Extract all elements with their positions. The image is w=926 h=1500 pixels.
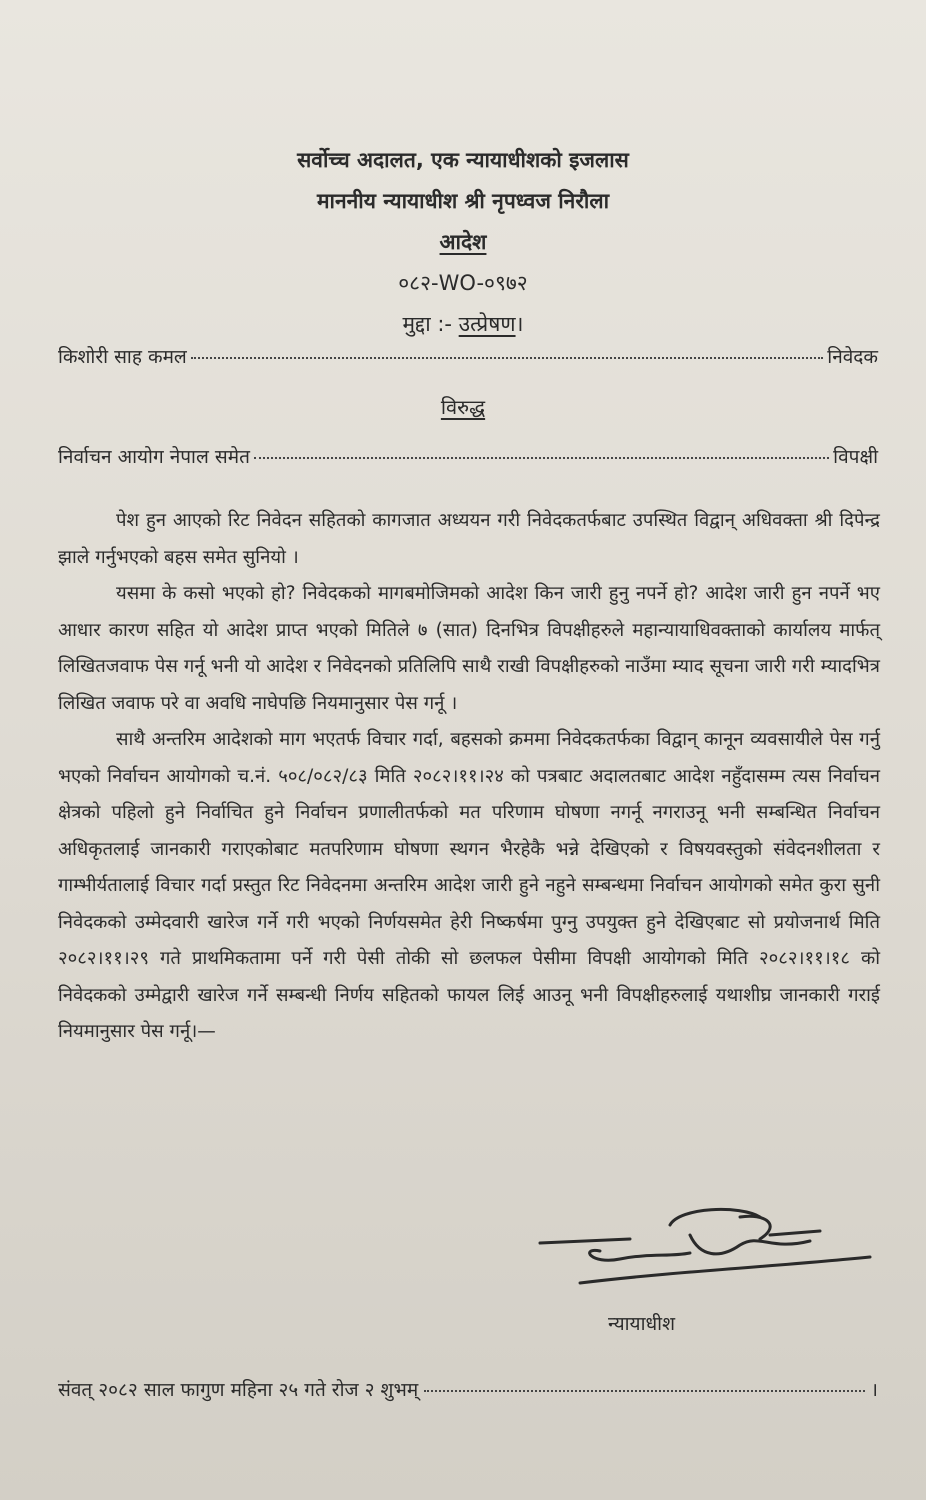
order-title-text: आदेश (439, 230, 487, 254)
court-heading: सर्वोच्च अदालत, एक न्यायाधीशको इजलास (297, 148, 629, 172)
judge-signature (520, 1195, 880, 1305)
order-body (58, 503, 880, 1051)
subject-label: मुद्दा :- (402, 312, 452, 336)
order-title (0, 222, 926, 263)
petitioner-name: किशोरी साह कमल (58, 346, 187, 368)
paragraph-hearing: पेश हुन आएको रिट निवेदन सहितको कागजात अध्ययन गरी निवेदकतर्फबाट उपस्थित विद्वान् अधिवक्ता श्री दिपेन्द्र झाले गर्नुभएको बहस समेत सुनियो । (58, 510, 880, 568)
versus-text: विरुद्ध (440, 395, 486, 419)
dotted-leader (191, 357, 823, 359)
case-number: ०८२-WO-०९७२ (398, 271, 528, 295)
respondent-role: विपक्षी (833, 446, 878, 468)
petitioner-role: निवेदक (827, 346, 878, 368)
versus-heading (0, 393, 926, 420)
respondent-name: निर्वाचन आयोग नेपाल समेत (58, 446, 250, 468)
subject-value: उत्प्रेषण (458, 312, 516, 336)
judge-heading: माननीय न्यायाधीश श्री नृपध्वज निरौला (316, 189, 610, 213)
date-line (58, 1376, 878, 1402)
paragraph-interim-order: साथै अन्तरिम आदेशको माग भएतर्फ विचार गर्दा, बहसको क्रममा निवेदकतर्फका विद्वान् कानून व्यवसायीले पेस गर्नु भएको निर्वाचन आयोगको च.नं. ५०८/०८२/८३ मिति २०८२।११।२४ को पत्रबाट अदालतबाट आदेश नहुँदासम्म त्यस निर्वाचन क्षेत्रको पहिलो हुने निर्वाचित हुने निर्वाचन प्रणालीतर्फको मत परिणाम घोषणा नगर्नू नगराउनू भनी सम्बन्धित निर्वाचन अधिकृतलाई जानकारी गराएकोबाट मतपरिणाम घोषणा स्थगन भैरहेकै भन्ने देखिएको र विषयवस्तुको संवेदनशीलता र गाम्भीर्यतालाई विचार गर्दा प्रस्तुत रिट निवेदनमा अन्तरिम आदेश जारी हुने नहुने सम्बन्धमा निर्वाचन आयोगको समेत कुरा सुनी निवेदकको उम्मेदवारी खारेज गर्ने गरी भएको निर्णयसमेत हेरी निष्कर्षमा पुग्नु उपयुक्त हुने देखिएबाट सो प्रयोजनार्थ मिति २०८२।११।२९ गते प्राथमिकतामा पर्ने गरी पेसी तोकी सो छलफल पेसीमा विपक्षी आयोगको मिति २०८२।११।१८ को निवेदकको उम्मेद्वारी खारेज गर्ने सम्बन्धी निर्णय सहितको फायल लिई आउनू भनी विपक्षीहरुलाई यथाशीघ्र जानकारी गराई नियमानुसार पेस गर्नू।— (58, 729, 880, 1042)
case-subject (0, 304, 926, 345)
date-text: संवत् २०८२ साल फागुण महिना २५ गते रोज २ शुभम् (58, 1379, 419, 1401)
subject-end: । (515, 312, 524, 336)
date-end-mark: । (870, 1379, 878, 1401)
dotted-leader (424, 1390, 865, 1392)
signatory-title: न्यायाधीश (608, 1313, 676, 1335)
petitioner-line (58, 343, 878, 369)
dotted-leader (254, 457, 829, 459)
document-header (0, 140, 926, 345)
respondent-line (58, 443, 878, 469)
paragraph-show-cause: यसमा के कसो भएको हो? निवेदकको मागबमोजिमको आदेश किन जारी हुनु नपर्ने हो? आदेश जारी हुन नपर्ने भए आधार कारण सहित यो आदेश प्राप्त भएको मितिले ७ (सात) दिनभित्र विपक्षीहरुले महान्यायाधिवक्ताको कार्यालय मार्फत् लिखितजवाफ पेस गर्नू भनी यो आदेश र निवेदनको प्रतिलिपि साथै राखी विपक्षीहरुको नाउँमा म्याद सूचना जारी गरी म्यादभित्र लिखित जवाफ परे वा अवधि नाघेपछि नियमानुसार पेस गर्नू । (58, 583, 880, 714)
